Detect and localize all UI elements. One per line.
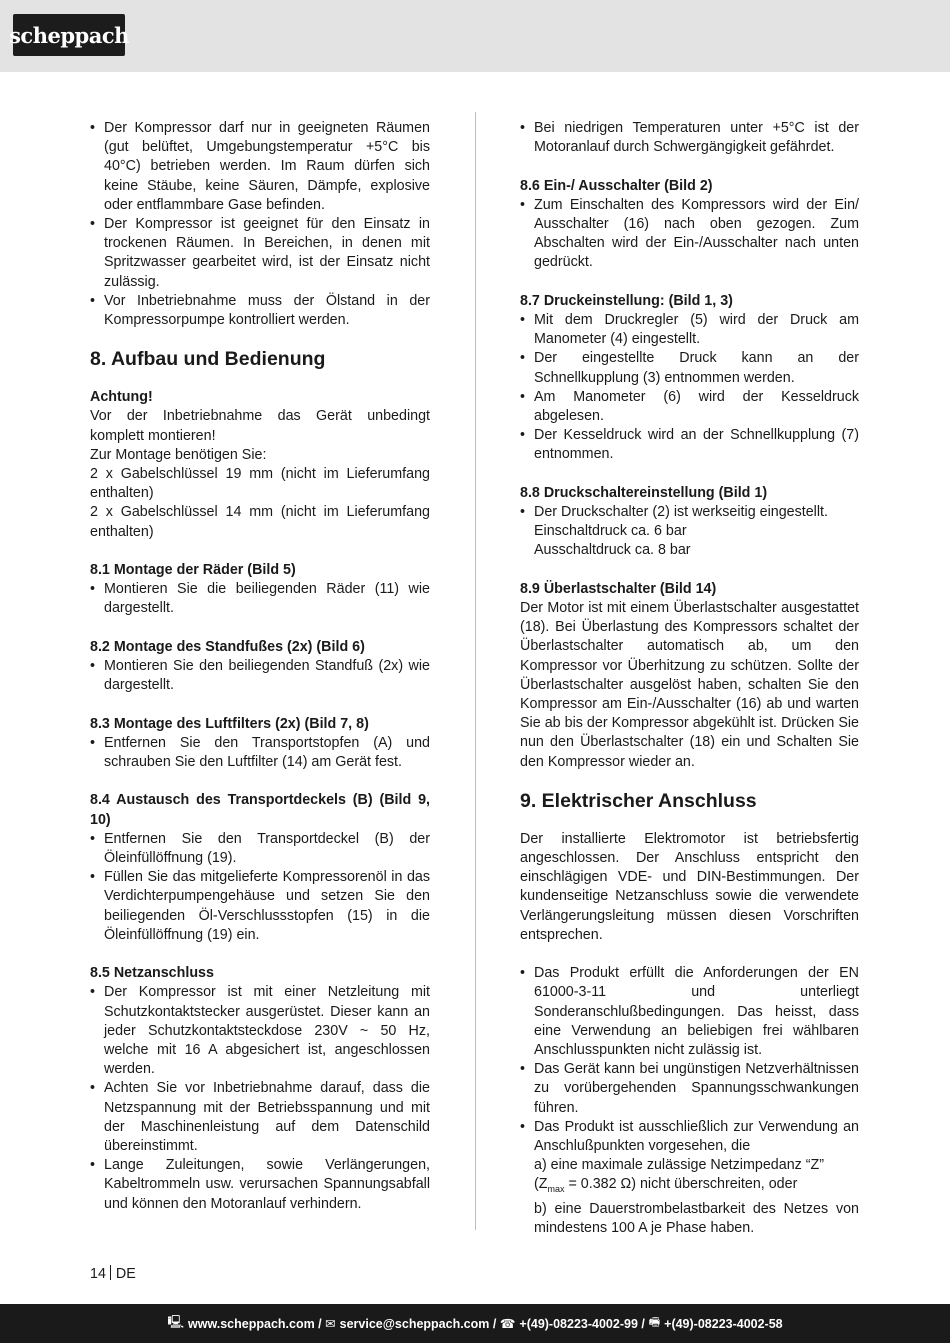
- list-item: • Am Manometer (6) wird der Kesseldruck abgelesen.: [520, 388, 859, 426]
- header-bar: [0, 0, 950, 72]
- left-column: [90, 119, 430, 1214]
- fax-icon: 🖷: [648, 1315, 661, 1329]
- warning-line: 2 x Gabelschlüssel 14 mm (nicht im Lieferumfang enthalten): [90, 504, 430, 540]
- warning-line: Zur Montage benötigen Sie:: [90, 446, 267, 463]
- section-8-8-list: [520, 503, 859, 522]
- list-item-text: Das Produkt ist ausschließlich zur Verwendung an Anschlußpunkten vorgesehen, die: [534, 1118, 859, 1155]
- section-8-3-list: [90, 734, 430, 772]
- section-8-6-heading: 8.6 Ein-/ Ausschalter (Bild 2): [520, 177, 713, 194]
- page-number: [90, 1265, 136, 1282]
- impedance-post: = 0.382 Ω) nicht überschreiten, oder: [564, 1176, 798, 1193]
- list-item: • Füllen Sie das mitgelieferte Kompressorenöl in das Verdichterpumpengehäuse und setzen Sie den beiliegenden Öl-Verschlussstopfen (15) in die Öleinfüllöffnung (19) ein.: [90, 868, 430, 945]
- phone-icon: ☎: [499, 1317, 516, 1331]
- list-item: • Achten Sie vor Inbetriebnahme darauf, dass die Netzspannung mit der Betriebsspannung und mit der Maschinenleistung auf dem Datenschild übereinstimmt.: [90, 1079, 430, 1156]
- section-8-9-heading: 8.9 Überlastschalter (Bild 14): [520, 580, 717, 597]
- warning-line: Vor der Inbetriebnahme das Gerät unbedingt komplett montieren!: [90, 408, 430, 444]
- right-column: [520, 119, 859, 1238]
- intro-bullet-list: [90, 119, 430, 330]
- section-8-heading: 8. Aufbau und Bedienung: [90, 348, 326, 371]
- list-item: • Entfernen Sie den Transportdeckel (B) der Öleinfüllöffnung (19).: [90, 830, 430, 868]
- scheppach-logo: [9, 14, 129, 56]
- current-line-b: b) eine Dauerstrombelastbarkeit des Netzes von mindestens 100 A je Phase haben.: [534, 1200, 859, 1236]
- list-item: • Mit dem Druckregler (5) wird der Druck am Manometer (4) eingestellt.: [520, 311, 859, 349]
- section-8-7-heading: 8.7 Druckeinstellung: (Bild 1, 3): [520, 292, 733, 309]
- page-separator: [110, 1265, 111, 1280]
- impedance-sub: max: [547, 1184, 565, 1195]
- list-item: • Das Produkt erfüllt die Anforderungen der EN 61000-3-11 und unterliegt Sonderanschlußbedingungen. Das heisst, dass eine Verwendung an beliebigen frei wählbaren Anschlusspunkten nicht zulässig ist.: [520, 964, 859, 1060]
- section-8-7-list: [520, 311, 859, 465]
- list-item: • Zum Einschalten des Kompressors wird der Ein/ Ausschalter (16) nach oben gezogen. Zum Abschalten wird der Ein-/Ausschalter nach unten gedrückt.: [520, 196, 859, 273]
- list-item: • Der Kompressor darf nur in geeigneten Räumen (gut belüftet, Umgebungstemperatur +5°C bis 40°C) betrieben werden. Im Raum dürfen sich keine Stäube, keine Säuren, Dämpfe, explosive oder entflammbare Gase befinden.: [90, 119, 430, 215]
- section-8-2-list: [90, 657, 430, 695]
- column-divider: [475, 112, 476, 1230]
- list-item: • Montieren Sie die beiliegenden Räder (11) wie dargestellt.: [90, 580, 430, 618]
- section-8-3-heading: 8.3 Montage des Luftfilters (2x) (Bild 7, 8): [90, 715, 369, 732]
- impedance-line-a: a) eine maximale zulässige Netzimpedanz “Z”: [534, 1157, 825, 1174]
- mail-icon: ✉: [325, 1317, 336, 1331]
- section-8-4-heading: 8.4 Austausch des Transportdeckels (B) (Bild 9, 10): [90, 792, 430, 828]
- warning-line: 2 x Gabelschlüssel 19 mm (nicht im Lieferumfang enthalten): [90, 466, 430, 502]
- section-8-1-heading: 8.1 Montage der Räder (Bild 5): [90, 562, 296, 579]
- list-item: • Der Druckschalter (2) ist werkseitig eingestellt.: [520, 503, 859, 522]
- computer-icon: 🖳: [167, 1315, 185, 1329]
- pressure-on-line: Einschaltdruck ca. 6 bar: [534, 523, 687, 540]
- footer-mail[interactable]: service@scheppach.com /: [339, 1316, 497, 1331]
- footer-fax: +(49)-08223-4002-58: [664, 1316, 783, 1331]
- section-8-6-list: [520, 196, 859, 273]
- list-item: • Vor Inbetriebnahme muss der Ölstand in der Kompressorpumpe kontrolliert werden.: [90, 292, 430, 330]
- pressure-off-line: Ausschaltdruck ca. 8 bar: [534, 542, 691, 559]
- impedance-pre: (Z: [534, 1176, 548, 1193]
- list-item: • Das Gerät kann bei ungünstigen Netzverhältnissen zu vorübergehenden Spannungsschwankungen führen.: [520, 1060, 859, 1118]
- section-8-1-list: [90, 580, 430, 618]
- list-item: • Bei niedrigen Temperaturen unter +5°C ist der Motoranlauf durch Schwergängigkeit gefährdet.: [520, 119, 859, 157]
- footer-web[interactable]: www.scheppach.com /: [188, 1316, 322, 1331]
- footer-phone: +(49)-08223-4002-99 /: [519, 1316, 645, 1331]
- section-9-text: Der installierte Elektromotor ist betriebsfertig angeschlossen. Der Anschluss entspricht den einschlägigen VDE- und DIN-Bestimmungen. Der kundenseitige Netzanschluss sowie die verwendete Verlängerungsleitung müssen diesen Vorschriften entsprechen.: [520, 830, 859, 943]
- section-8-4-list: [90, 830, 430, 945]
- section-9-heading: 9. Elektrischer Anschluss: [520, 789, 757, 812]
- section-8-2-heading: 8.2 Montage des Standfußes (2x) (Bild 6): [90, 638, 365, 655]
- section-8-8-heading: 8.8 Druckschaltereinstellung (Bild 1): [520, 484, 768, 501]
- section-9-list: [520, 964, 859, 1238]
- logo-text: scheppach: [9, 22, 129, 48]
- list-item: • Der Kesseldruck wird an der Schnellkupplung (7) entnommen.: [520, 426, 859, 464]
- list-item: • Der Kompressor ist mit einer Netzleitung mit Schutzkontaktstecker ausgerüstet. Dieser kann an jeder Schutzkontaktsteckdose 230V ~ 50 Hz, welche mit 16 A abgesichert ist, angeschlossen werden.: [90, 983, 430, 1079]
- footer-bar: [0, 1304, 950, 1343]
- list-item: • Der Kompressor ist geeignet für den Einsatz in trockenen Räumen. In Bereichen, in denen mit Spritzwasser gearbeitet wird, ist der Einsatz nicht zulässig.: [90, 215, 430, 292]
- page-number-value: 14: [90, 1266, 106, 1282]
- list-item: • Entfernen Sie den Transportstopfen (A) und schrauben Sie den Luftfilter (14) am Gerät fest.: [90, 734, 430, 772]
- section-8-5-heading: 8.5 Netzanschluss: [90, 965, 214, 982]
- right-intro-list: [520, 119, 859, 157]
- page-language: DE: [115, 1266, 136, 1282]
- section-8-5-list: [90, 983, 430, 1213]
- list-item: [520, 1118, 859, 1238]
- section-8-9-text: Der Motor ist mit einem Überlastschalter ausgestattet (18). Bei Überlastung des Kompressors schaltet der Überlastschalter automatisch ab, um den Kompressor vor Überhitzung zu schützen. Sollte der Überlastschalter ausgelöst haben, schalten Sie den Kompressor am Ein-/Ausschalter (16) ab und warten Sie ab bis der Kompressor abgekühlt ist. Drücken Sie nun den Überlastschalter (18) ein und Schalten Sie den Kompressor wieder an.: [520, 600, 859, 770]
- list-item: • Lange Zuleitungen, sowie Verlängerungen, Kabeltrommeln usw. verursachen Spannungsabfall und können den Motoranlauf verhindern.: [90, 1156, 430, 1214]
- list-item: • Montieren Sie den beiliegenden Standfuß (2x) wie dargestellt.: [90, 657, 430, 695]
- warning-title: Achtung!: [90, 389, 153, 406]
- list-item: • Der eingestellte Druck kann an der Schnellkupplung (3) entnommen werden.: [520, 349, 859, 387]
